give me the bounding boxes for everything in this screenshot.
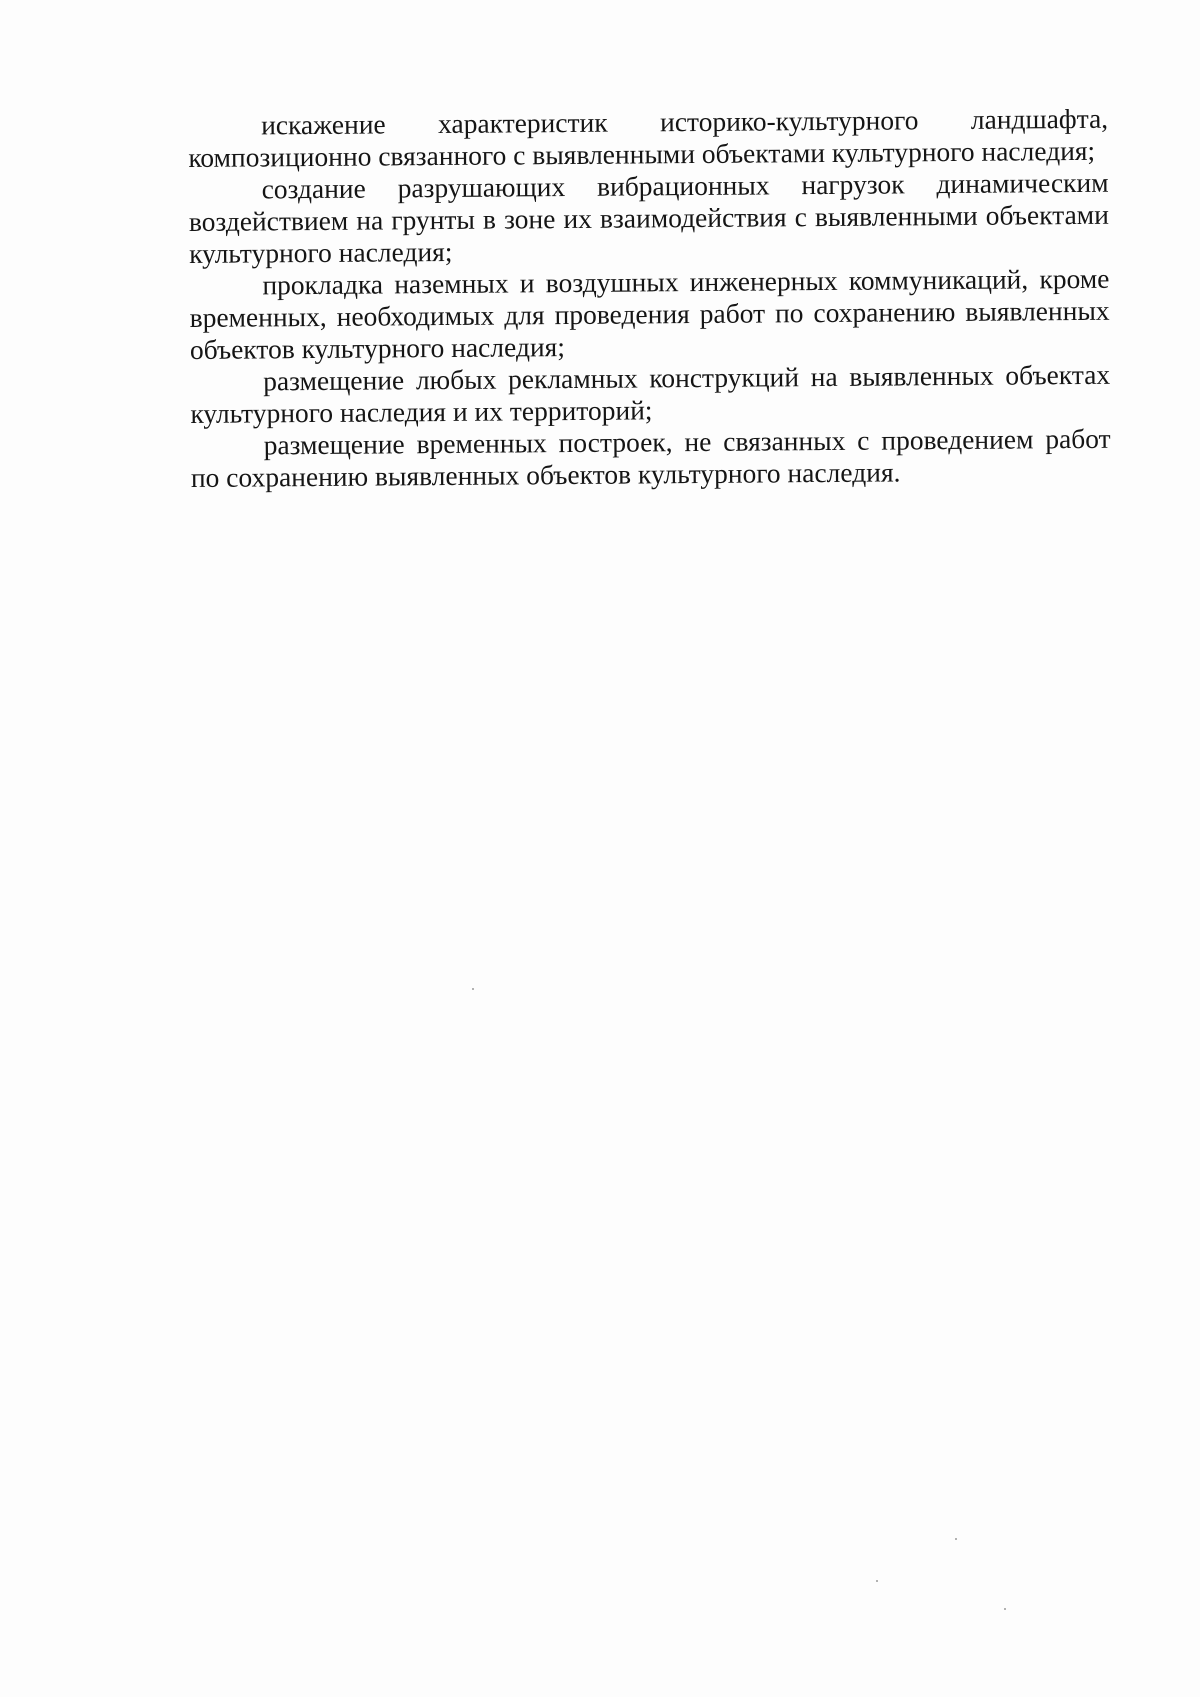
scan-speck: [955, 1538, 957, 1540]
paragraph-advertising-structures: размещение любых рекламных конструкций на выявленных объектах культурного наследия и их территорий;: [190, 358, 1111, 429]
paragraph-landscape-distortion: искажение характеристик историко-культурного ландшафта, композиционно связанного с выявленными объектами культурного наследия;: [188, 102, 1109, 173]
scan-speck: [876, 1580, 878, 1582]
paragraph-utility-lines: прокладка наземных и воздушных инженерных коммуникаций, кроме временных, необходимых для проведения работ по сохранению выявленных объектов культурного наследия;: [189, 262, 1110, 365]
paragraph-temporary-buildings: размещение временных построек, не связанных с проведением работ по сохранению выявленных объектов культурного наследия.: [190, 422, 1111, 493]
scan-speck: [472, 988, 474, 990]
scan-speck: [1004, 1608, 1006, 1610]
paragraph-vibration-loads: создание разрушающих вибрационных нагрузок динамическим воздействием на грунты в зоне их взаимодействия с выявленными объектами культурного наследия;: [188, 166, 1109, 269]
document-body: [188, 103, 1111, 494]
